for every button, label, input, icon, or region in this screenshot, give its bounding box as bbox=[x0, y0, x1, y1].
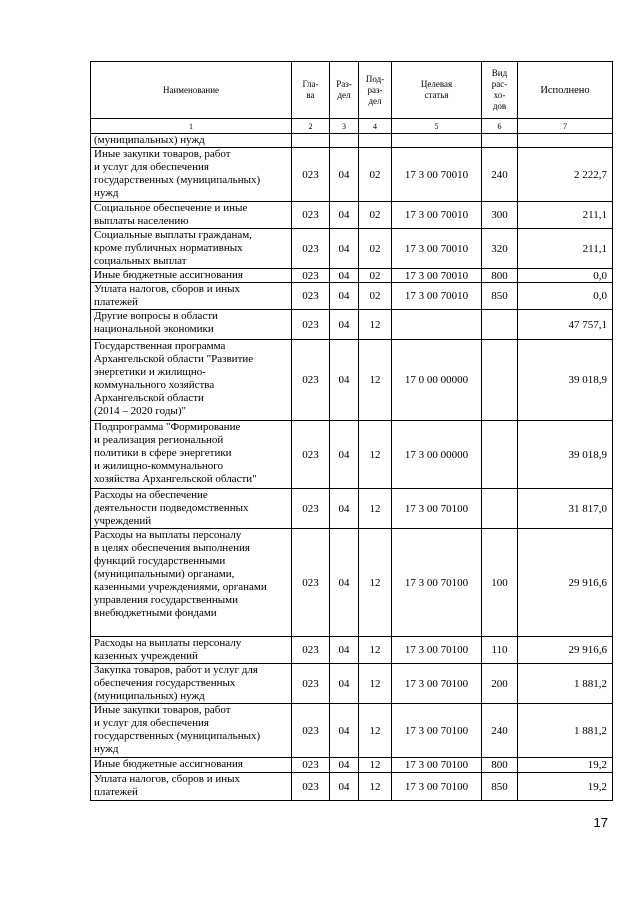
target-article-cell: 17 3 00 70010 bbox=[392, 229, 482, 269]
section-cell: 04 bbox=[330, 340, 359, 421]
table-row bbox=[91, 229, 613, 269]
row-name-cell bbox=[91, 134, 292, 148]
table-row bbox=[91, 310, 613, 340]
row-name-line: (муниципальными) органами, bbox=[94, 568, 235, 580]
chapter-cell: 023 bbox=[292, 637, 330, 664]
row-name-cell bbox=[91, 758, 292, 773]
row-name-line: (муниципальных) нужд bbox=[94, 690, 205, 702]
row-name-line: кроме публичных нормативных bbox=[94, 242, 243, 254]
row-name-line: Социальное обеспечение и иные bbox=[94, 202, 248, 214]
row-name-line: политики в сфере энергетики bbox=[94, 447, 232, 459]
subsection-cell: 12 bbox=[359, 529, 392, 637]
executed-amount-cell bbox=[518, 134, 613, 148]
executed-amount-cell: 39 018,9 bbox=[518, 421, 613, 489]
row-name-line: управления государственными bbox=[94, 594, 239, 606]
row-name-line: и услуг для обеспечения bbox=[94, 717, 209, 729]
row-name-line: государственных (муниципальных) bbox=[94, 174, 261, 186]
row-name-line: в целях обеспечения выполнения bbox=[94, 542, 250, 554]
expense-kind-cell bbox=[482, 489, 518, 529]
table-row bbox=[91, 704, 613, 758]
row-name-line: социальных выплат bbox=[94, 255, 187, 267]
row-name-line: Подпрограмма "Формирование bbox=[94, 421, 241, 433]
target-article-cell bbox=[392, 310, 482, 340]
column-number: 7 bbox=[518, 119, 613, 134]
header-name: Наименование bbox=[91, 62, 292, 119]
chapter-cell: 023 bbox=[292, 529, 330, 637]
section-cell: 04 bbox=[330, 529, 359, 637]
row-name-line: (2014 – 2020 годы)" bbox=[94, 405, 186, 417]
chapter-cell: 023 bbox=[292, 202, 330, 229]
chapter-cell: 023 bbox=[292, 229, 330, 269]
table-row bbox=[91, 269, 613, 283]
subsection-cell: 02 bbox=[359, 283, 392, 310]
section-cell: 04 bbox=[330, 664, 359, 704]
table-row bbox=[91, 664, 613, 704]
executed-amount-cell: 39 018,9 bbox=[518, 340, 613, 421]
expense-kind-cell: 800 bbox=[482, 758, 518, 773]
column-number: 3 bbox=[330, 119, 359, 134]
section-cell: 04 bbox=[330, 229, 359, 269]
executed-amount-cell: 29 916,6 bbox=[518, 529, 613, 637]
section-cell: 04 bbox=[330, 637, 359, 664]
row-name-line: Иные закупки товаров, работ bbox=[94, 148, 231, 160]
expense-kind-cell: 240 bbox=[482, 704, 518, 758]
subsection-cell: 12 bbox=[359, 310, 392, 340]
expense-kind-cell: 100 bbox=[482, 529, 518, 637]
row-name-cell bbox=[91, 340, 292, 421]
header-target: Целевая статья bbox=[392, 62, 482, 119]
row-name-cell bbox=[91, 202, 292, 229]
subsection-cell: 12 bbox=[359, 637, 392, 664]
table-row bbox=[91, 148, 613, 202]
subsection-cell: 12 bbox=[359, 773, 392, 801]
column-number: 2 bbox=[292, 119, 330, 134]
row-name-line: Расходы на обеспечение bbox=[94, 489, 208, 501]
section-cell: 04 bbox=[330, 202, 359, 229]
executed-amount-cell: 19,2 bbox=[518, 773, 613, 801]
row-name-line: Уплата налогов, сборов и иных bbox=[94, 283, 241, 295]
row-name-line: и реализация региональной bbox=[94, 434, 224, 446]
row-name-cell bbox=[91, 637, 292, 664]
row-name-line: Архангельской области "Развитие bbox=[94, 353, 254, 365]
row-name-line: Иные закупки товаров, работ bbox=[94, 704, 231, 716]
row-name-line: Расходы на выплаты персоналу bbox=[94, 529, 242, 541]
target-article-cell: 17 3 00 70010 bbox=[392, 283, 482, 310]
row-name-line: Социальные выплаты гражданам, bbox=[94, 229, 252, 241]
row-name-line: (муниципальных) нужд bbox=[94, 134, 205, 146]
row-name-line: коммунального хозяйства bbox=[94, 379, 215, 391]
target-article-cell: 17 0 00 00000 bbox=[392, 340, 482, 421]
section-cell: 04 bbox=[330, 758, 359, 773]
subsection-cell: 02 bbox=[359, 202, 392, 229]
row-name-cell bbox=[91, 269, 292, 283]
column-number: 1 bbox=[91, 119, 292, 134]
chapter-cell: 023 bbox=[292, 664, 330, 704]
subsection-cell: 12 bbox=[359, 489, 392, 529]
executed-amount-cell: 2 222,7 bbox=[518, 148, 613, 202]
target-article-cell: 17 3 00 70100 bbox=[392, 637, 482, 664]
row-name-line: Иные бюджетные ассигнования bbox=[94, 758, 243, 770]
header-chapter: Гла- ва bbox=[292, 62, 330, 119]
header-row bbox=[91, 62, 613, 119]
row-name-line: национальной экономики bbox=[94, 323, 214, 335]
budget-table bbox=[90, 61, 613, 801]
expense-kind-cell: 200 bbox=[482, 664, 518, 704]
subsection-cell bbox=[359, 134, 392, 148]
page-number: 17 bbox=[593, 815, 608, 830]
target-article-cell: 17 3 00 70100 bbox=[392, 489, 482, 529]
column-number: 6 bbox=[482, 119, 518, 134]
chapter-cell: 023 bbox=[292, 269, 330, 283]
chapter-cell: 023 bbox=[292, 148, 330, 202]
table-row bbox=[91, 283, 613, 310]
target-article-cell bbox=[392, 134, 482, 148]
section-cell: 04 bbox=[330, 310, 359, 340]
subsection-cell: 12 bbox=[359, 421, 392, 489]
table-row bbox=[91, 489, 613, 529]
target-article-cell: 17 3 00 70010 bbox=[392, 202, 482, 229]
table-row bbox=[91, 637, 613, 664]
row-name-line: деятельности подведомственных bbox=[94, 502, 249, 514]
section-cell: 04 bbox=[330, 489, 359, 529]
row-name-line: Иные бюджетные ассигнования bbox=[94, 269, 243, 281]
executed-amount-cell: 0,0 bbox=[518, 269, 613, 283]
row-name-line: Закупка товаров, работ и услуг для bbox=[94, 664, 258, 676]
chapter-cell: 023 bbox=[292, 489, 330, 529]
chapter-cell bbox=[292, 134, 330, 148]
expense-kind-cell: 800 bbox=[482, 269, 518, 283]
row-name-line: функций государственными bbox=[94, 555, 226, 567]
row-name-line: государственных (муниципальных) bbox=[94, 730, 261, 742]
row-name-line: нужд bbox=[94, 187, 119, 199]
expense-kind-cell: 300 bbox=[482, 202, 518, 229]
target-article-cell: 17 3 00 70100 bbox=[392, 758, 482, 773]
table-row bbox=[91, 758, 613, 773]
row-name-line: Другие вопросы в области bbox=[94, 310, 218, 322]
chapter-cell: 023 bbox=[292, 773, 330, 801]
executed-amount-cell: 29 916,6 bbox=[518, 637, 613, 664]
row-name-line: нужд bbox=[94, 743, 119, 755]
row-name-line: и услуг для обеспечения bbox=[94, 161, 209, 173]
section-cell: 04 bbox=[330, 773, 359, 801]
column-number-row bbox=[91, 119, 613, 134]
row-name-line: энергетики и жилищно- bbox=[94, 366, 206, 378]
row-name-line: внебюджетными фондами bbox=[94, 607, 217, 619]
target-article-cell: 17 3 00 00000 bbox=[392, 421, 482, 489]
target-article-cell: 17 3 00 70010 bbox=[392, 148, 482, 202]
chapter-cell: 023 bbox=[292, 758, 330, 773]
row-name-cell bbox=[91, 704, 292, 758]
executed-amount-cell: 19,2 bbox=[518, 758, 613, 773]
subsection-cell: 12 bbox=[359, 758, 392, 773]
target-article-cell: 17 3 00 70100 bbox=[392, 773, 482, 801]
row-name-line: платежей bbox=[94, 786, 138, 798]
executed-amount-cell: 47 757,1 bbox=[518, 310, 613, 340]
section-cell bbox=[330, 134, 359, 148]
header-executed: Исполнено bbox=[518, 62, 613, 119]
executed-amount-cell: 1 881,2 bbox=[518, 664, 613, 704]
header-kind: Вид рас- хо- дов bbox=[482, 62, 518, 119]
table-row bbox=[91, 421, 613, 489]
row-name-line: казенных учреждений bbox=[94, 650, 198, 662]
row-name-cell bbox=[91, 529, 292, 637]
row-name-cell bbox=[91, 310, 292, 340]
subsection-cell: 02 bbox=[359, 269, 392, 283]
expense-kind-cell: 850 bbox=[482, 283, 518, 310]
table-row bbox=[91, 529, 613, 637]
row-name-line: обеспечения государственных bbox=[94, 677, 236, 689]
expense-kind-cell: 320 bbox=[482, 229, 518, 269]
table-row bbox=[91, 773, 613, 801]
row-name-line: Расходы на выплаты персоналу bbox=[94, 637, 242, 649]
chapter-cell: 023 bbox=[292, 283, 330, 310]
target-article-cell: 17 3 00 70010 bbox=[392, 269, 482, 283]
row-name-line: Архангельской области bbox=[94, 392, 204, 404]
expense-kind-cell bbox=[482, 421, 518, 489]
expense-kind-cell: 850 bbox=[482, 773, 518, 801]
table-row bbox=[91, 340, 613, 421]
executed-amount-cell: 211,1 bbox=[518, 229, 613, 269]
section-cell: 04 bbox=[330, 704, 359, 758]
chapter-cell: 023 bbox=[292, 310, 330, 340]
table-row bbox=[91, 202, 613, 229]
row-name-line: хозяйства Архангельской области" bbox=[94, 473, 257, 485]
header-section: Раз- дел bbox=[330, 62, 359, 119]
expense-kind-cell: 110 bbox=[482, 637, 518, 664]
chapter-cell: 023 bbox=[292, 421, 330, 489]
column-number: 5 bbox=[392, 119, 482, 134]
row-name-line: Уплата налогов, сборов и иных bbox=[94, 773, 241, 785]
row-name-line: платежей bbox=[94, 296, 138, 308]
expense-kind-cell bbox=[482, 134, 518, 148]
column-number: 4 bbox=[359, 119, 392, 134]
table-row bbox=[91, 134, 613, 148]
row-name-cell bbox=[91, 148, 292, 202]
subsection-cell: 12 bbox=[359, 340, 392, 421]
expense-kind-cell: 240 bbox=[482, 148, 518, 202]
expense-kind-cell bbox=[482, 340, 518, 421]
subsection-cell: 12 bbox=[359, 704, 392, 758]
target-article-cell: 17 3 00 70100 bbox=[392, 704, 482, 758]
subsection-cell: 12 bbox=[359, 664, 392, 704]
section-cell: 04 bbox=[330, 283, 359, 310]
section-cell: 04 bbox=[330, 421, 359, 489]
row-name-cell bbox=[91, 229, 292, 269]
row-name-line: выплаты населению bbox=[94, 215, 189, 227]
executed-amount-cell: 31 817,0 bbox=[518, 489, 613, 529]
row-name-cell bbox=[91, 489, 292, 529]
row-name-cell bbox=[91, 773, 292, 801]
section-cell: 04 bbox=[330, 148, 359, 202]
header-subsection: Под- раз- дел bbox=[359, 62, 392, 119]
subsection-cell: 02 bbox=[359, 229, 392, 269]
chapter-cell: 023 bbox=[292, 340, 330, 421]
executed-amount-cell: 0,0 bbox=[518, 283, 613, 310]
target-article-cell: 17 3 00 70100 bbox=[392, 664, 482, 704]
row-name-line: казенными учреждениями, органами bbox=[94, 581, 267, 593]
row-name-cell bbox=[91, 283, 292, 310]
executed-amount-cell: 1 881,2 bbox=[518, 704, 613, 758]
subsection-cell: 02 bbox=[359, 148, 392, 202]
row-name-line: учреждений bbox=[94, 515, 152, 527]
chapter-cell: 023 bbox=[292, 704, 330, 758]
row-name-cell bbox=[91, 664, 292, 704]
row-name-line: Государственная программа bbox=[94, 340, 226, 352]
section-cell: 04 bbox=[330, 269, 359, 283]
executed-amount-cell: 211,1 bbox=[518, 202, 613, 229]
row-name-line: и жилищно-коммунального bbox=[94, 460, 224, 472]
target-article-cell: 17 3 00 70100 bbox=[392, 529, 482, 637]
row-name-cell bbox=[91, 421, 292, 489]
expense-kind-cell bbox=[482, 310, 518, 340]
